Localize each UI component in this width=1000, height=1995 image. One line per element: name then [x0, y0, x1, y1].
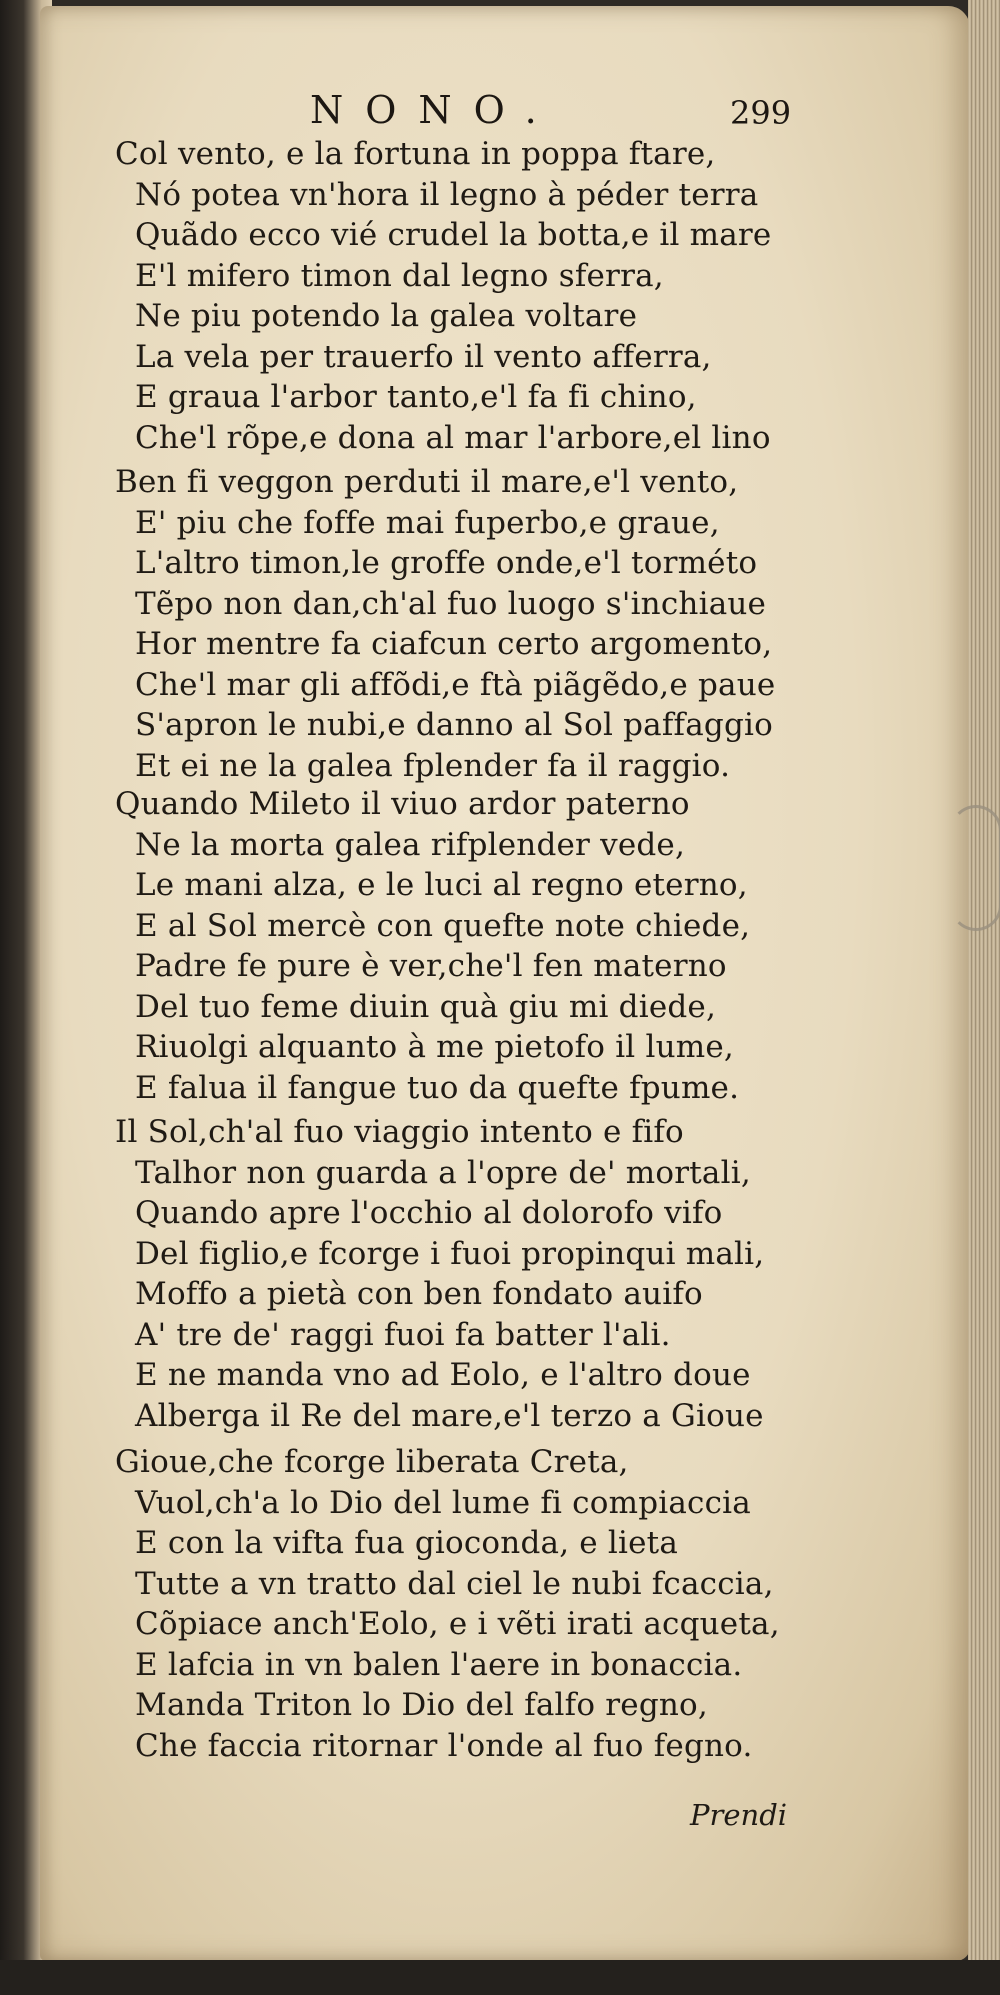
- verse-line: Alberga il Re del mare,e'l terzo a Gioue: [135, 1397, 764, 1434]
- page-number: 299: [730, 94, 792, 132]
- verse-line: Nó potea vn'hora il legno à péder terra: [135, 176, 759, 213]
- verse-line: E con la vifta fua gioconda, e lieta: [135, 1525, 679, 1561]
- verse-line: E al Sol mercè con quefte note chiede,: [135, 907, 751, 944]
- verse-line: L'altro timon,le groffe onde,e'l torméto: [135, 545, 758, 581]
- verse-line: Ne la morta galea rifplender vede,: [135, 826, 686, 863]
- verse-line: Tutte a vn tratto dal ciel le nubi fcaccia,: [135, 1565, 774, 1602]
- verse-line: A' tre de' raggi fuoi fa batter l'ali.: [135, 1316, 671, 1353]
- verse-line: Talhor non guarda a l'opre de' mortali,: [135, 1154, 751, 1191]
- verse-line: Che'l rõpe,e dona al mar l'arbore,el lino: [135, 419, 771, 456]
- verse-line: Le mani alza, e le luci al regno eterno,: [135, 867, 748, 903]
- verse-line: Ben fi veggon perduti il mare,e'l vento,: [115, 464, 739, 500]
- verse-line: Riuolgi alquanto à me pietofo il lume,: [135, 1029, 734, 1065]
- verse-line: Gioue,che fcorge liberata Creta,: [115, 1444, 629, 1480]
- verse-line: E lafcia in vn balen l'aere in bonaccia.: [135, 1646, 743, 1683]
- verse-line: Et ei ne la galea fplender fa il raggio.: [135, 747, 731, 784]
- verse-line: La vela per trauerfo il vento afferra,: [135, 338, 712, 375]
- verse-line: Del figlio,e fcorge i fuoi propinqui mali,: [135, 1235, 765, 1272]
- verse-line: Il Sol,ch'al fuo viaggio intento e fifo: [115, 1114, 684, 1150]
- verse-line: Che'l mar gli affõdi,e ftà piãgẽdo,e paue: [135, 666, 776, 703]
- verse-line: Tẽpo non dan,ch'al fuo luogo s'inchiaue: [135, 585, 767, 622]
- verse-line: Cõpiace anch'Eolo, e i vẽti irati acqueta,: [135, 1606, 780, 1642]
- running-head: NONO.: [310, 88, 559, 132]
- verse-line: Che faccia ritornar l'onde al fuo fegno.: [135, 1727, 753, 1764]
- clip-mark-icon: [950, 805, 1000, 931]
- bottom-shadow: [0, 1960, 1000, 1995]
- verse-line: Col vento, e la fortuna in poppa ftare,: [115, 136, 716, 172]
- verse-line: Vuol,ch'a lo Dio del lume fi compiaccia: [135, 1484, 751, 1521]
- verse-line: Manda Triton lo Dio del falfo regno,: [135, 1687, 708, 1723]
- verse-line: E' piu che foffe mai fuperbo,e graue,: [135, 504, 720, 541]
- verse-line: Quando Mileto il viuo ardor paterno: [115, 786, 690, 822]
- verse-line: Del tuo feme diuin quà giu mi diede,: [135, 988, 717, 1025]
- verse-line: Hor mentre fa ciafcun certo argomento,: [135, 626, 773, 662]
- catchword: Prendi: [690, 1798, 788, 1832]
- page-header: [300, 88, 800, 138]
- verse-line: E ne manda vno ad Eolo, e l'altro doue: [135, 1357, 751, 1393]
- verse-line: Moffo a pietà con ben fondato auifo: [135, 1276, 703, 1312]
- verse-line: S'apron le nubi,e danno al Sol paffaggio: [135, 707, 773, 743]
- verse-line: Quando apre l'occhio al dolorofo vifo: [135, 1195, 723, 1231]
- verse-line: E falua il fangue tuo da quefte fpume.: [135, 1069, 740, 1106]
- page-edges: [968, 0, 1000, 1995]
- verse-line: Ne piu potendo la galea voltare: [135, 298, 638, 334]
- verse-line: E graua l'arbor tanto,e'l fa fi chino,: [135, 379, 697, 415]
- verse-line: Quãdo ecco vié crudel la botta,e il mare: [135, 217, 772, 253]
- verse-line: E'l mifero timon dal legno sferra,: [135, 257, 664, 294]
- verse-line: Padre fe pure è ver,che'l fen materno: [135, 948, 727, 984]
